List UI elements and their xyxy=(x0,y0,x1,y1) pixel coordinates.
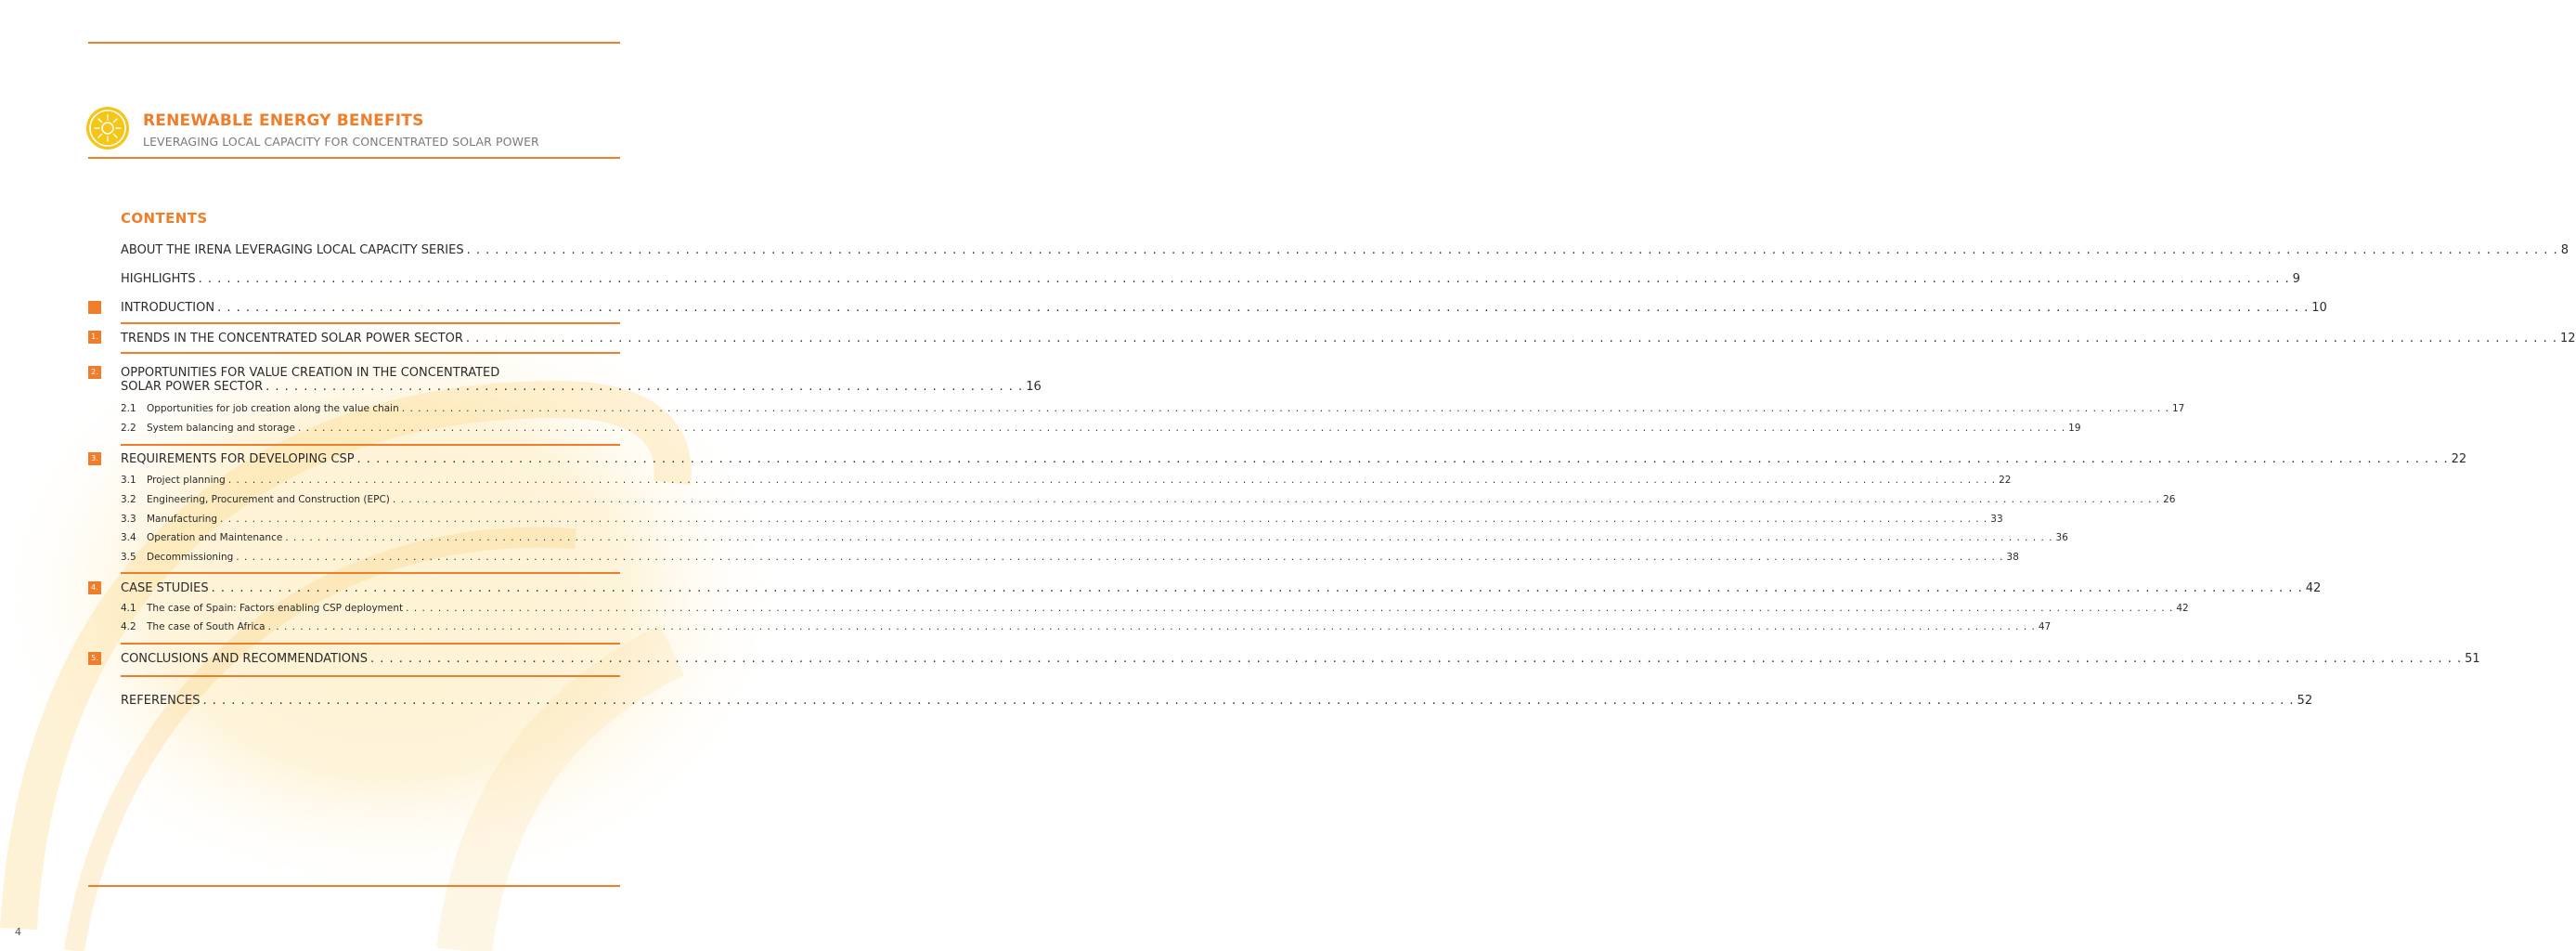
toc-sub-number: 2.1 xyxy=(121,403,136,414)
toc-entry-about[interactable] xyxy=(121,243,2569,257)
toc-entry-references[interactable] xyxy=(121,694,2313,708)
toc-entry-introduction[interactable] xyxy=(121,301,2327,315)
toc-label: REQUIREMENTS FOR DEVELOPING CSP xyxy=(121,452,355,466)
toc-entry-section-4[interactable] xyxy=(121,581,2322,595)
dot-leader xyxy=(402,403,2169,414)
dot-leader xyxy=(199,272,2290,286)
toc-page: 16 xyxy=(1026,380,1042,394)
toc-sub-label-group xyxy=(121,475,226,486)
toc-label: TRENDS IN THE CONCENTRATED SOLAR POWER SECTOR xyxy=(121,332,463,345)
dot-leader xyxy=(202,694,2294,708)
toc-label: HIGHLIGHTS xyxy=(121,272,196,286)
toc-entry-2-1[interactable] xyxy=(121,403,2185,414)
toc-sub-number: 3.3 xyxy=(121,514,136,525)
toc-entry-3-4[interactable] xyxy=(121,532,2068,543)
toc-sub-number: 3.5 xyxy=(121,552,136,563)
document-title: RENEWABLE ENERGY BENEFITS xyxy=(143,111,424,130)
toc-entry-3-1[interactable] xyxy=(121,475,2012,486)
document-subtitle: LEVERAGING LOCAL CAPACITY FOR CONCENTRATED SOLAR POWER xyxy=(143,135,539,149)
section-marker-1: 1. xyxy=(88,331,101,344)
toc-label-line1: OPPORTUNITIES FOR VALUE CREATION IN THE CONCENTRATED xyxy=(121,366,500,380)
dot-leader xyxy=(217,301,2309,315)
dot-leader xyxy=(236,552,2003,563)
toc-sub-label: System balancing and storage xyxy=(147,423,295,434)
section-marker-4: 4. xyxy=(88,581,101,594)
dot-leader xyxy=(466,332,2557,345)
section-marker-2: 2. xyxy=(88,366,101,379)
toc-label: CONCLUSIONS AND RECOMMENDATIONS xyxy=(121,652,368,666)
toc-page: 47 xyxy=(2038,621,2052,632)
dot-leader xyxy=(285,532,2052,543)
toc-sub-label: Manufacturing xyxy=(147,514,218,525)
toc-sub-label: Operation and Maintenance xyxy=(147,532,283,543)
toc-sub-label: Decommissioning xyxy=(147,552,234,563)
toc-page: 42 xyxy=(2176,603,2189,614)
dot-leader xyxy=(393,494,2160,505)
toc-page: 17 xyxy=(2172,403,2185,414)
toc-page: 33 xyxy=(1990,514,2003,525)
toc-page: 52 xyxy=(2297,694,2313,708)
toc-sub-label: Project planning xyxy=(147,475,226,486)
toc-sub-label-group xyxy=(121,552,233,563)
dot-leader xyxy=(220,514,1987,525)
toc-sub-number: 3.4 xyxy=(121,532,136,543)
toc-sub-label-group xyxy=(121,423,295,434)
toc-page: 12 xyxy=(2559,332,2576,345)
dot-leader xyxy=(467,243,2558,257)
dot-leader xyxy=(357,452,2449,466)
toc-sub-label-group xyxy=(121,403,399,414)
toc-entry-2-2[interactable] xyxy=(121,423,2081,434)
toc-sub-label-group xyxy=(121,494,390,505)
toc-sub-label: Engineering, Procurement and Construction (EPC) xyxy=(147,494,390,505)
section-marker-5: 5. xyxy=(88,652,101,665)
toc-page: 8 xyxy=(2560,243,2569,257)
section-marker-3: 3. xyxy=(88,452,101,465)
toc-label-line2: SOLAR POWER SECTOR xyxy=(121,380,264,394)
toc-sub-label-group xyxy=(121,603,403,614)
toc-sub-number: 3.2 xyxy=(121,494,136,505)
section-divider xyxy=(121,322,620,324)
toc-label: INTRODUCTION xyxy=(121,301,215,315)
toc-entry-4-1[interactable] xyxy=(121,603,2189,614)
toc-entry-3-3[interactable] xyxy=(121,514,2003,525)
section-divider xyxy=(121,444,620,446)
toc-sub-number: 2.2 xyxy=(121,423,136,434)
toc-label-line2-row xyxy=(121,380,1042,394)
toc-page: 9 xyxy=(2292,272,2300,286)
dot-leader: . . . . . . . . . . . . . . . . . . . . . . . . . . . . . . . . . . . . . . . . . . . . . . . . . . . . . . . . . . . . . . . . . . . . . . . . . . . . . . . . xyxy=(265,380,1024,394)
toc-entry-section-2[interactable] xyxy=(121,366,1042,394)
toc-sub-label: Opportunities for job creation along the value chain xyxy=(147,403,399,414)
section-divider xyxy=(121,572,620,574)
toc-entry-section-5[interactable] xyxy=(121,652,2480,666)
bottom-rule xyxy=(88,885,620,887)
toc-page: 51 xyxy=(2465,652,2480,666)
toc-sub-label: The case of South Africa xyxy=(147,621,265,632)
introduction-marker xyxy=(88,301,101,314)
toc-page: 22 xyxy=(2451,452,2467,466)
toc-page: 10 xyxy=(2311,301,2327,315)
toc-page: 36 xyxy=(2055,532,2068,543)
toc-label: CASE STUDIES xyxy=(121,581,209,595)
toc-page: 22 xyxy=(1999,475,2012,486)
toc-sub-label-group xyxy=(121,532,282,543)
toc-entry-3-2[interactable] xyxy=(121,494,2176,505)
toc-entry-section-3[interactable] xyxy=(121,452,2467,466)
toc-sub-label-group xyxy=(121,621,265,632)
toc-page: 26 xyxy=(2163,494,2176,505)
section-divider xyxy=(121,675,620,677)
page-number: 4 xyxy=(15,926,21,938)
toc-page: 38 xyxy=(2006,552,2019,563)
toc-sub-label-group xyxy=(121,514,217,525)
section-divider xyxy=(121,643,620,645)
toc-sub-number: 4.2 xyxy=(121,621,136,632)
dot-leader xyxy=(268,621,2036,632)
dot-leader xyxy=(212,581,2303,595)
toc-sub-number: 4.1 xyxy=(121,603,136,614)
toc-sub-number: 3.1 xyxy=(121,475,136,486)
dot-leader xyxy=(228,475,1996,486)
dot-leader xyxy=(406,603,2173,614)
toc-entry-section-1[interactable] xyxy=(121,332,2576,345)
toc-page: 19 xyxy=(2068,423,2081,434)
contents-heading: CONTENTS xyxy=(121,210,208,227)
toc-sub-label: The case of Spain: Factors enabling CSP deployment xyxy=(147,603,404,614)
toc-page: 42 xyxy=(2305,581,2322,595)
dot-leader xyxy=(370,652,2462,666)
toc-entry-4-2[interactable] xyxy=(121,621,2052,632)
toc-label: ABOUT THE IRENA LEVERAGING LOCAL CAPACITY SERIES xyxy=(121,243,464,257)
toc-label: REFERENCES xyxy=(121,694,201,708)
toc-entry-3-5[interactable] xyxy=(121,552,2019,563)
toc-entry-highlights[interactable] xyxy=(121,272,2300,286)
dot-leader xyxy=(298,423,2065,434)
section-divider xyxy=(121,352,620,354)
